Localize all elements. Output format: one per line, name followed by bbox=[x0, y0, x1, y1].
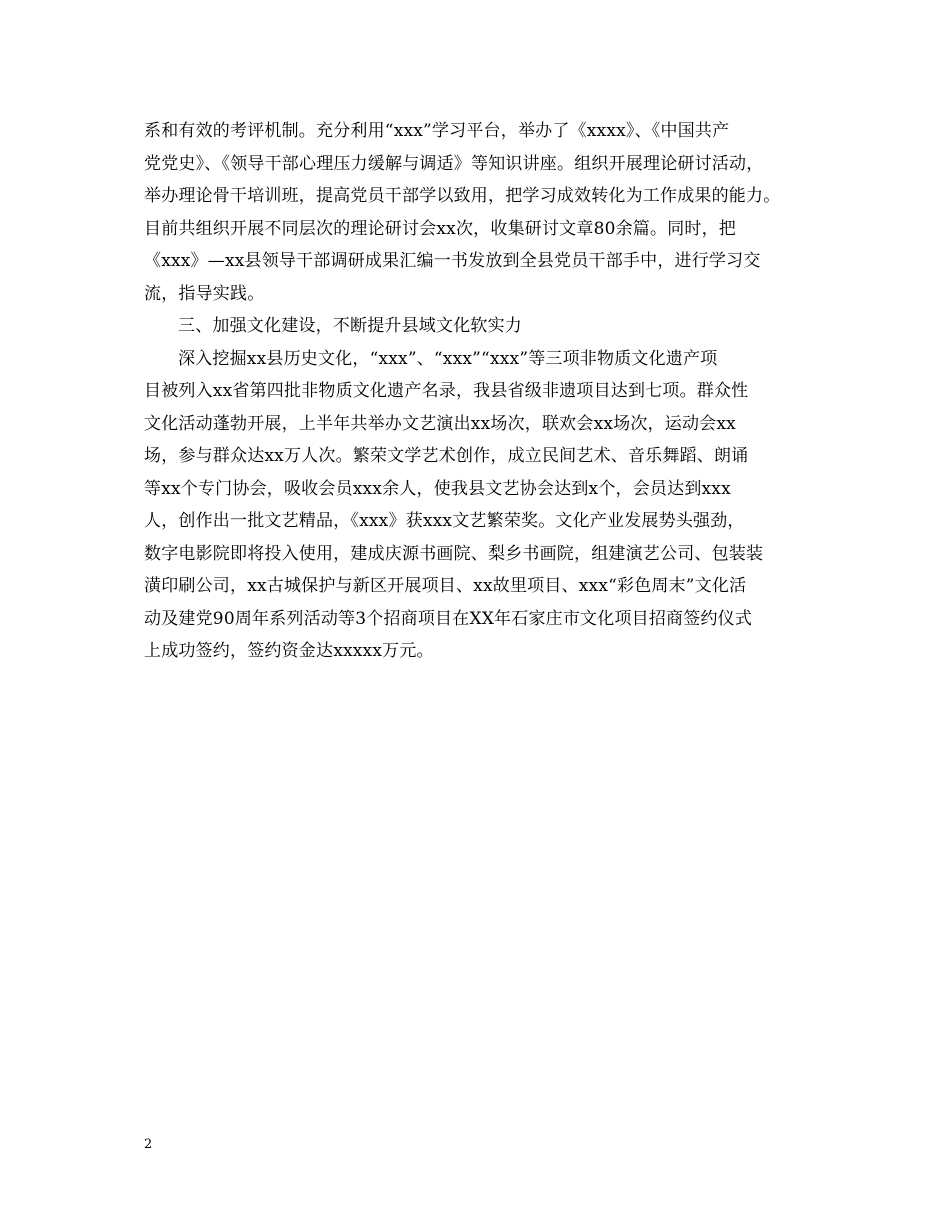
text-line: 举办理论骨干培训班，提高党员干部学以致用，把学习成效转化为工作成果的能力。 bbox=[144, 186, 781, 206]
text-line: 人，创作出一批文艺精品，《xxx》获xxx文艺繁荣奖。文化产业发展势头强劲， bbox=[144, 511, 745, 531]
document-body bbox=[144, 115, 816, 668]
paragraph-1 bbox=[144, 115, 816, 310]
text-line: 场，参与群众达xx万人次。繁荣文学艺术创作，成立民间艺术、音乐舞蹈、朗诵 bbox=[144, 446, 749, 466]
text-line: 《xxx》—xx县领导干部调研成果汇编一书发放到全县党员干部手中，进行学习交 bbox=[144, 251, 761, 271]
text-line: 潢印刷公司，xx古城保护与新区开展项目、xx故里项目、xxx“彩色周末”文化活 bbox=[144, 576, 747, 596]
text-line: 深入挖掘xx县历史文化，“xxx”、“xxx”“xxx”等三项非物质文化遗产项 bbox=[178, 348, 718, 369]
text-line: 目被列入xx省第四批非物质文化遗产名录，我县省级非遗项目达到七项。群众性 bbox=[144, 381, 749, 401]
text-line: 等xx个专门协会，吸收会员xxx余人，使我县文艺协会达到x个，会员达到xxx bbox=[144, 478, 731, 499]
text-line: 党党史》、《领导干部心理压力缓解与调适》等知识讲座。组织开展理论研讨活动， bbox=[144, 153, 764, 174]
section-heading: 三、加强文化建设，不断提升县域文化软实力 bbox=[178, 316, 522, 336]
paragraph-2 bbox=[144, 343, 816, 668]
text-line: 数字电影院即将投入使用，建成庆源书画院、梨乡书画院，组建演艺公司、包装装 bbox=[144, 543, 764, 564]
page-number: 2 bbox=[144, 1137, 153, 1152]
text-line: 动及建党90周年系列活动等3个招商项目在XX年石家庄市文化项目招商签约仪式 bbox=[144, 608, 753, 629]
text-line: 上成功签约，签约资金达xxxxx万元。 bbox=[144, 641, 434, 661]
text-line: 文化活动蓬勃开展，上半年共举办文艺演出xx场次，联欢会xx场次，运动会xx bbox=[144, 413, 736, 434]
text-line: 流，指导实践。 bbox=[144, 283, 265, 304]
text-line: 系和有效的考评机制。充分利用“xxx”学习平台，举办了《xxxx》、《中国共产 bbox=[144, 121, 730, 141]
text-line: 目前共组织开展不同层次的理论研讨会xx次，收集研讨文章80余篇。同时，把 bbox=[144, 218, 737, 239]
